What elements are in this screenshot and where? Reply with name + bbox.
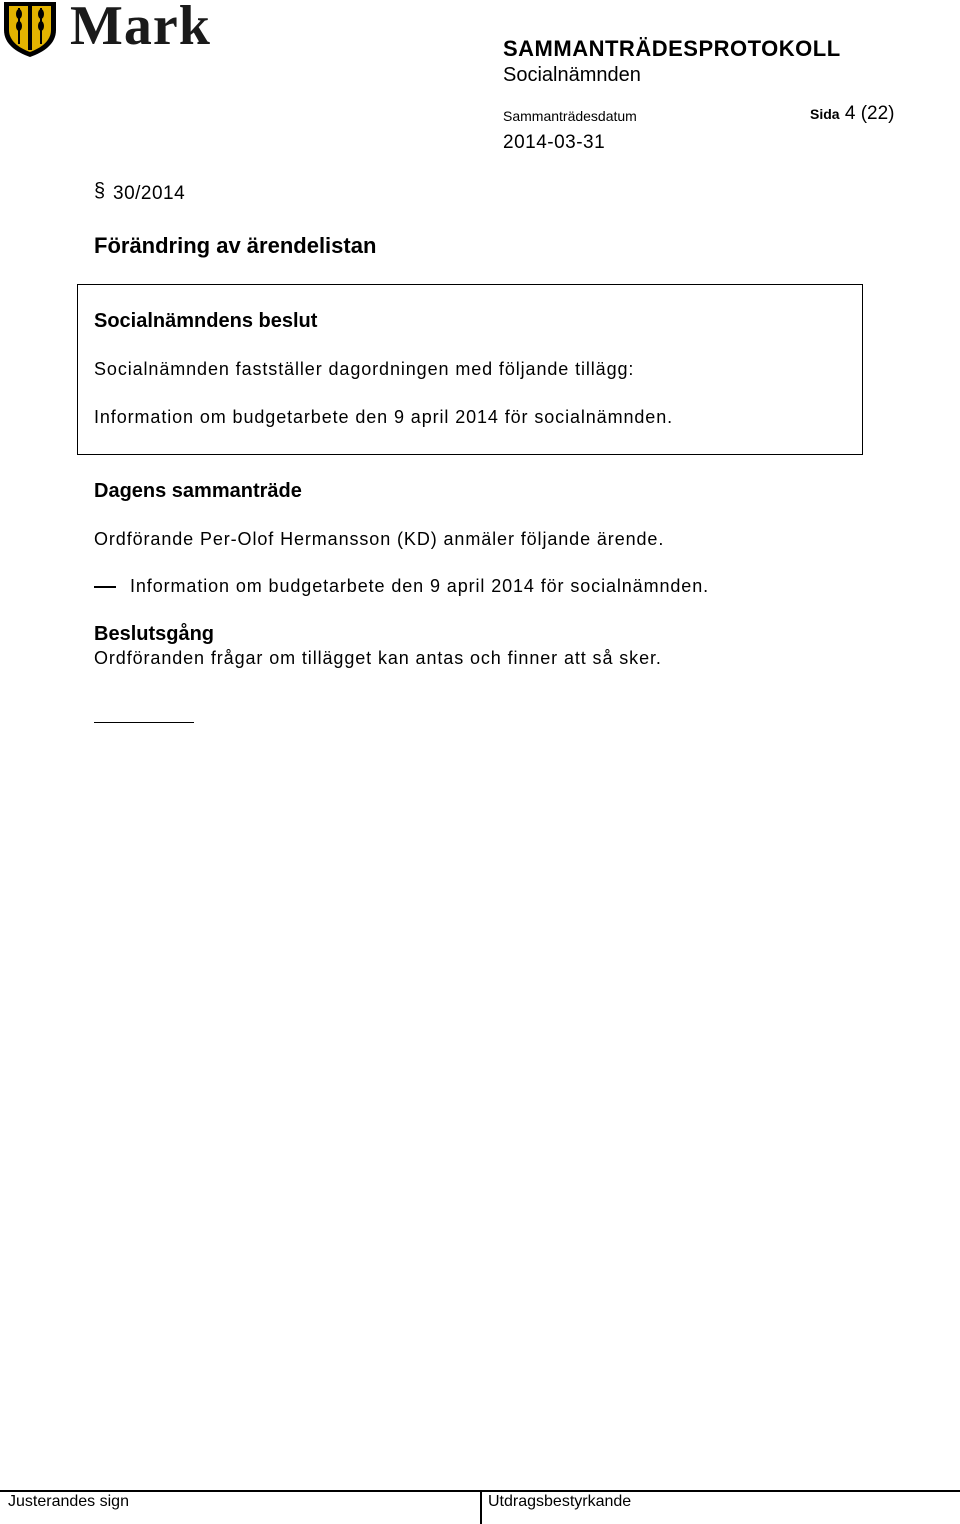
paragraph-sign: §: [94, 180, 106, 202]
page-label: Sida: [810, 106, 840, 122]
decision-addition: Information om budgetarbete den 9 april 2014 för socialnämnden.: [94, 407, 674, 427]
coat-of-arms-icon: [0, 0, 62, 58]
decision-heading: Socialnämndens beslut: [94, 310, 318, 332]
meeting-heading: Dagens sammanträde: [94, 480, 302, 502]
end-rule: [94, 722, 194, 723]
meeting-date-label: Sammanträdesdatum: [503, 108, 637, 124]
footer-certification-label: Utdragsbestyrkande: [488, 1493, 632, 1510]
meeting-bullet-item: Information om budgetarbete den 9 april 2014 för socialnämnden.: [130, 576, 710, 596]
bullet-dash: [94, 586, 116, 588]
footer-sign-label: Justerandes sign: [8, 1493, 129, 1510]
meeting-text: Ordförande Per-Olof Hermansson (KD) anmäler följande ärende.: [94, 529, 665, 549]
footer-divider: [480, 1491, 482, 1524]
decision-text: Socialnämnden fastställer dagordningen med följande tillägg:: [94, 359, 635, 379]
procedure-text: Ordföranden frågar om tillägget kan antas och finner att så sker.: [94, 648, 662, 668]
case-number: 30/2014: [113, 183, 186, 204]
organization-name: Socialnämnden: [503, 64, 641, 86]
procedure-heading: Beslutsgång: [94, 623, 215, 645]
case-heading: Förändring av ärendelistan: [94, 233, 377, 258]
page-number: 4 (22): [844, 103, 895, 124]
logo-wordmark: Mark: [70, 0, 211, 57]
meeting-date: 2014-03-31: [503, 132, 606, 153]
document-title: SAMMANTRÄDESPROTOKOLL: [503, 36, 841, 61]
page-indicator: [810, 103, 895, 125]
